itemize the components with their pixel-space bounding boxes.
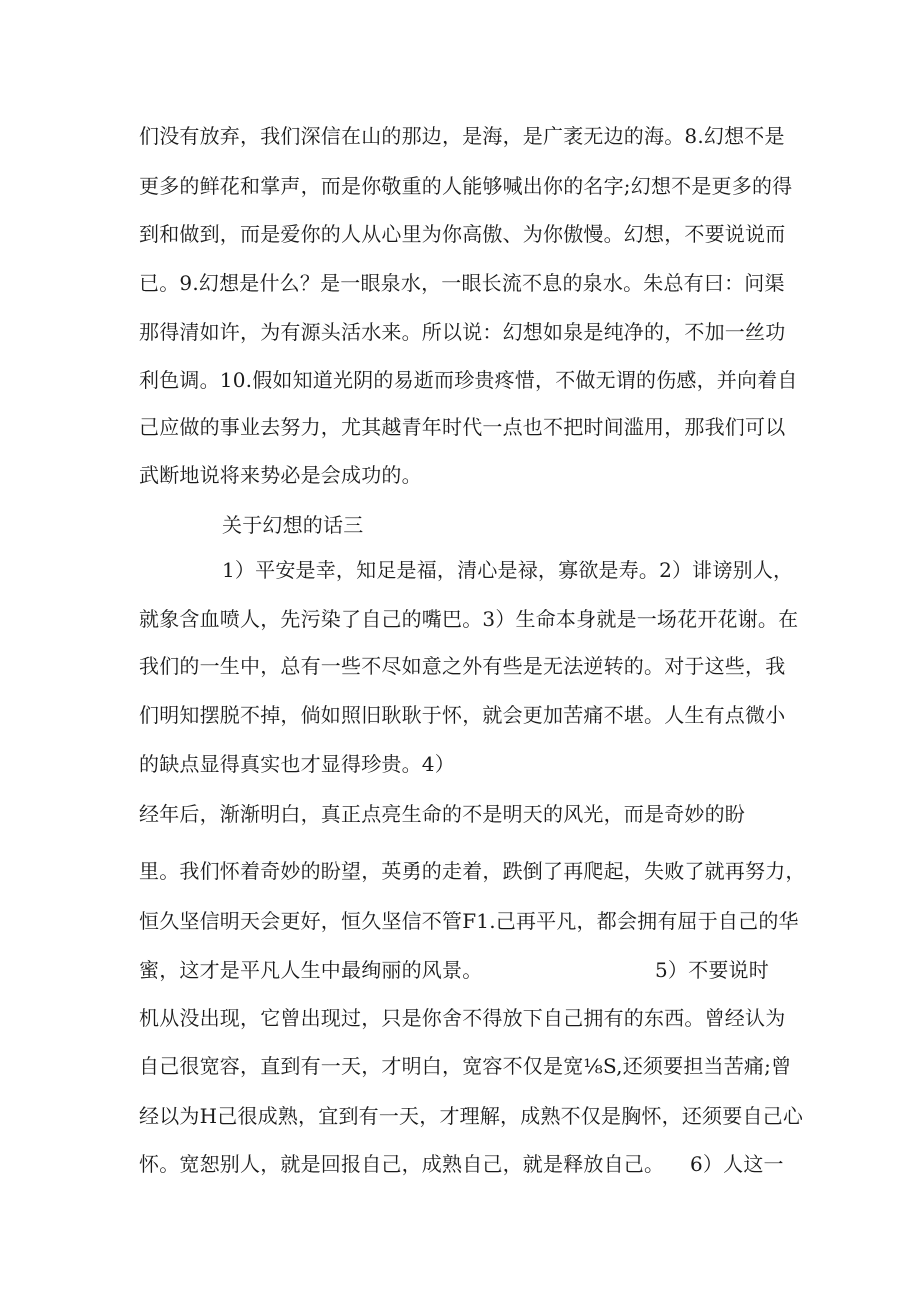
paragraph-line: 更多的鲜花和掌声，而是你敬重的人能够喊出你的名字;幻想不是更多的得	[139, 174, 793, 198]
paragraph-line: 的缺点显得真实也才显得珍贵。4）	[139, 752, 455, 776]
paragraph-line: 机从没出现，它曾出现过，只是你舍不得放下自己拥有的东西。曾经认为	[139, 1006, 786, 1030]
paragraph-line: 1）平安是幸，知足是福，清心是禄，寡欲是寿。2）诽谤别人，	[222, 558, 794, 582]
paragraph-line: 我们的一生中，总有一些不尽如意之外有些是无法逆转的。对于这些，我	[139, 654, 786, 678]
paragraph-line: 经年后，渐渐明白，真正点亮生命的不是明天的风光，而是奇妙的盼	[139, 802, 745, 826]
paragraph-line: 6）人这一	[690, 1152, 784, 1176]
paragraph-line: 那得清如许，为有源头活水来。所以说：幻想如泉是纯净的，不加一丝功	[139, 320, 786, 344]
paragraph-line: 怀。宽恕别人，就是回报自己，成熟自己，就是释放自己。	[139, 1152, 665, 1176]
paragraph-line: 里。我们怀着奇妙的盼望，英勇的走着，跌倒了再爬起，失败了就再努力，	[139, 859, 806, 883]
paragraph-line: 们没有放弃，我们深信在山的那边，是海，是广袤无边的海。8.幻想不是	[139, 124, 785, 148]
paragraph-line: 蜜，这才是平凡人生中最绚丽的风景。	[139, 958, 483, 982]
paragraph-line: 恒久坚信明天会更好，恒久坚信不管F1.己再平凡，都会拥有屈于自己的华	[139, 909, 799, 933]
paragraph-line: 己应做的事业去努力，尤其越青年时代一点也不把时间滥用，那我们可以	[139, 415, 786, 439]
paragraph-line: 已。9.幻想是什么？是一眼泉水，一眼长流不息的泉水。朱总有曰：问渠	[139, 271, 785, 295]
paragraph-line: 5）不要说时	[655, 958, 769, 982]
paragraph-line: 自己很宽容，直到有一天，才明白，宽容不仅是宽⅛S,还须要担当苦痛;曾	[139, 1054, 792, 1078]
paragraph-line: 就象含血喷人，先污染了自己的嘴巴。3）生命本身就是一场花开花谢。在	[139, 607, 799, 631]
paragraph-line: 经以为H己很成熟，宜到有一天，才理解，成熟不仅是胸怀，还须要自己心	[139, 1104, 804, 1128]
section-heading: 关于幻想的话三	[222, 513, 364, 537]
paragraph-line: 利色调。10.假如知道光阴的易逝而珍贵疼惜，不做无谓的伤感，并向着自	[139, 368, 798, 392]
paragraph-line: 到和做到，而是爱你的人从心里为你高傲、为你傲慢。幻想，不要说说而	[139, 222, 786, 246]
paragraph-line: 们明知摆脱不掉，倘如照旧耿耿于怀，就会更加苦痛不堪。人生有点微小	[139, 703, 786, 727]
paragraph-line: 武断地说将来势必是会成功的。	[139, 463, 422, 487]
